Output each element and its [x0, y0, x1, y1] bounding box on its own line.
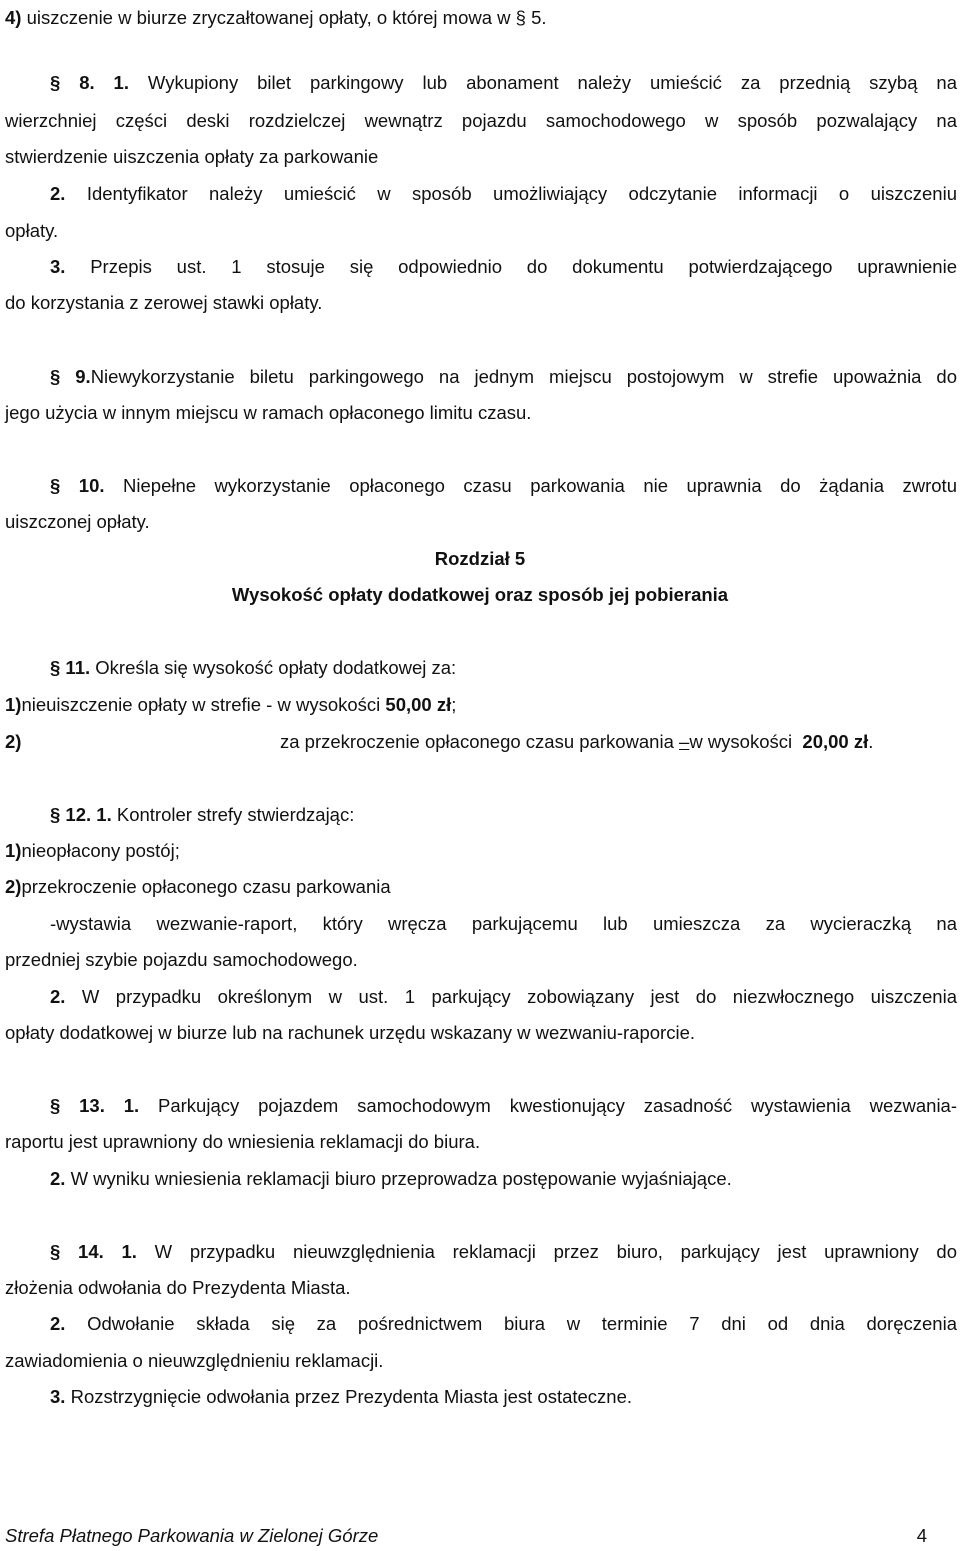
- paragraph-10: § 10. Niepełne wykorzystanie opłaconego czasu parkowania nie uprawnia do żądania zwrotu: [50, 475, 957, 496]
- item-4: 4) uiszczenie w biurze zryczałtowanej opłaty, o której mowa w § 5.: [5, 7, 547, 28]
- paragraph-11-item-2: za przekroczenie opłaconego czasu parkowania –w wysokości 20,00 zł.: [280, 731, 874, 752]
- footer-title: Strefa Płatnego Parkowania w Zielonej Górze: [5, 1525, 379, 1546]
- paragraph-11-item-2-num: 2): [5, 731, 22, 752]
- paragraph-8-1-end: stwierdzenie uiszczenia opłaty za parkowanie: [5, 146, 379, 167]
- paragraph-8-1-cont: wierzchniej części deski rozdzielczej wewnątrz pojazdu samochodowego w sposób pozwalający na: [5, 110, 957, 131]
- paragraph-12-2: 2. W przypadku określonym w ust. 1 parkujący zobowiązany jest do niezwłocznego uiszczenia: [50, 986, 957, 1007]
- chapter-heading: Rozdział 5: [434, 548, 526, 569]
- paragraph-12-2-end: opłaty dodatkowej w biurze lub na rachunek urzędu wskazany w wezwaniu-raporcie.: [5, 1022, 696, 1043]
- paragraph-10-end: uiszczonej opłaty.: [5, 511, 150, 532]
- page-number: 4: [916, 1525, 927, 1546]
- paragraph-14: § 14. 1. W przypadku nieuwzględnienia reklamacji przez biuro, parkujący jest uprawniony do: [50, 1241, 958, 1262]
- paragraph-14-3: 3. Rozstrzygnięcie odwołania przez Prezydenta Miasta jest ostateczne.: [50, 1386, 633, 1407]
- paragraph-11-item-1: 1)nieuiszczenie opłaty w strefie - w wysokości 50,00 zł;: [5, 694, 457, 715]
- paragraph-14-end: złożenia odwołania do Prezydenta Miasta.: [5, 1277, 351, 1298]
- chapter-title: Wysokość opłaty dodatkowej oraz sposób jej pobierania: [231, 584, 729, 605]
- paragraph-9: § 9.Niewykorzystanie biletu parkingowego na jednym miejscu postojowym w strefie upoważnia do: [50, 366, 958, 387]
- paragraph-12: § 12. 1. Kontroler strefy stwierdzając:: [50, 804, 355, 825]
- paragraph-8-3: 3. Przepis ust. 1 stosuje się odpowiednio do dokumentu potwierdzającego uprawnienie: [50, 256, 957, 277]
- paragraph-8-2: 2. Identyfikator należy umieścić w sposób umożliwiający odczytanie informacji o uiszczeniu: [50, 183, 957, 204]
- paragraph-13-end: raportu jest uprawniony do wniesienia reklamacji do biura.: [5, 1131, 481, 1152]
- paragraph-12-action: -wystawia wezwanie-raport, który wręcza parkującemu lub umieszcza za wycieraczką na: [50, 913, 957, 934]
- paragraph-13: § 13. 1. Parkujący pojazdem samochodowym kwestionujący zasadność wystawienia wezwania-: [50, 1095, 958, 1116]
- paragraph-8-3-end: do korzystania z zerowej stawki opłaty.: [5, 292, 323, 313]
- paragraph-9-end: jego użycia w innym miejscu w ramach opłaconego limitu czasu.: [5, 402, 532, 423]
- paragraph-13-2: 2. W wyniku wniesienia reklamacji biuro przeprowadza postępowanie wyjaśniające.: [50, 1168, 732, 1189]
- paragraph-14-2-end: zawiadomienia o nieuwzględnieniu reklamacji.: [5, 1350, 384, 1371]
- paragraph-11: § 11. Określa się wysokość opłaty dodatkowej za:: [50, 657, 457, 678]
- paragraph-12-item-2: 2)przekroczenie opłaconego czasu parkowania: [5, 876, 391, 897]
- paragraph-8-2-end: opłaty.: [5, 220, 59, 241]
- paragraph-14-2: 2. Odwołanie składa się za pośrednictwem biura w terminie 7 dni od dnia doręczenia: [50, 1313, 957, 1334]
- page-footer: [5, 1523, 927, 1549]
- paragraph-8-1: § 8. 1. Wykupiony bilet parkingowy lub abonament należy umieścić za przednią szybą na: [50, 72, 957, 93]
- paragraph-12-item-1: 1)nieopłacony postój;: [5, 840, 180, 861]
- paragraph-12-action-end: przedniej szybie pojazdu samochodowego.: [5, 949, 358, 970]
